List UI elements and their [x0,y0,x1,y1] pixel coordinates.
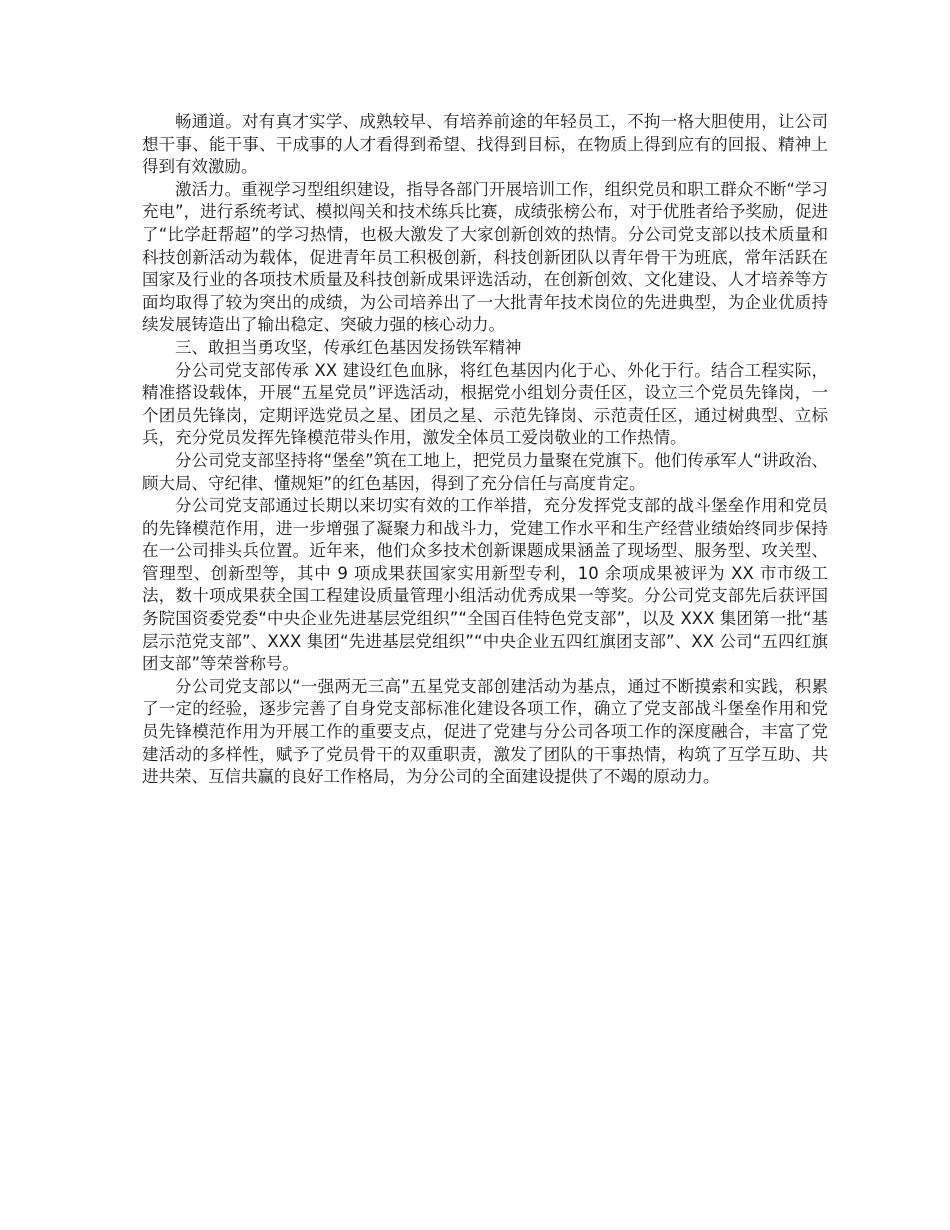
paragraph-vitality: 激活力。重视学习型组织建设，指导各部门开展培训工作，组织党员和职工群众不断“学习充电”，进行系统考试、模拟闯关和技术练兵比赛，成绩张榜公布，对于优胜者给予奖励，促进了“比学赶帮超”的学习热情，也极大激发了大家创新创效的热情。分公司党支部以技术质量和科技创新活动为载体，促进青年员工积极创新，科技创新团队以青年骨干为班底，常年活跃在国家及行业的各项技术质量及科技创新成果评选活动，在创新创效、文化建设、人才培养等方面均取得了较为突出的成绩，为公司培养出了一大批青年技术岗位的先进典型，为企业优质持续发展铸造出了输出稳定、突破力强的核心动力。 [142,179,828,335]
paragraph-five-star: 分公司党支部以“一强两无三高”五星党支部创建活动为基点，通过不断摸索和实践，积累了一定的经验，逐步完善了自身党支部标准化建设各项工作，确立了党支部战斗堡垒作用和党员先锋模范作用为开展工作的重要支点，促进了党建与分公司各项工作的深度融合，丰富了党建活动的多样性，赋予了党员骨干的双重职责，激发了团队的干事热情，构筑了互学互助、共进共荣、互信共赢的良好工作格局，为分公司的全面建设提供了不竭的原动力。 [142,676,828,787]
document-body [142,111,828,789]
paragraph-fortress: 分公司党支部坚持将“堡垒”筑在工地上，把党员力量聚在党旗下。他们传承军人“讲政治、顾大局、守纪律、懂规矩”的红色基因，得到了充分信任与高度肯定。 [142,450,828,493]
section-heading-3: 三、敢担当勇攻坚，传承红色基因发扬铁军精神 [175,337,522,357]
paragraph-red-gene: 分公司党支部传承 XX 建设红色血脉，将红色基因内化于心、外化于行。结合工程实际，精准搭设载体，开展“五星党员”评选活动，根据党小组划分责任区，设立三个党员先锋岗，一个团员先锋岗，定期评选党员之星、团员之星、示范先锋岗、示范责任区，通过树典型、立标兵，充分党员发挥先锋模范带头作用，激发全体员工爱岗敬业的工作热情。 [142,360,828,448]
paragraph-talent-channel: 畅通道。对有真才实学、成熟较早、有培养前途的年轻员工，不拘一格大胆使用，让公司想干事、能干事、干成事的人才看得到希望、找得到目标，在物质上得到应有的回报、精神上得到有效激励。 [142,112,828,177]
paragraph-achievements: 分公司党支部通过长期以来切实有效的工作举措，充分发挥党支部的战斗堡垒作用和党员的先锋模范作用，进一步增强了凝聚力和战斗力，党建工作水平和生产经营业绩始终同步保持在一公司排头兵位置。近年来，他们众多技术创新课题成果涵盖了现场型、服务型、攻关型、管理型、创新型等，其中 9 项成果获国家实用新型专利，10 余项成果被评为 XX 市市级工法，数十项成果获全国工程建设质量管理小组活动优秀成果一等奖。分公司党支部先后获评国务院国资委党委“中央企业先进基层党组织”“全国百佳特色党支部”，以及 XXX 集团第一批“基层示范党支部”、XXX 集团“先进基层党组织”“中央企业五四红旗团支部”、XX 公司“五四红旗团支部”等荣誉称号。 [142,496,829,674]
